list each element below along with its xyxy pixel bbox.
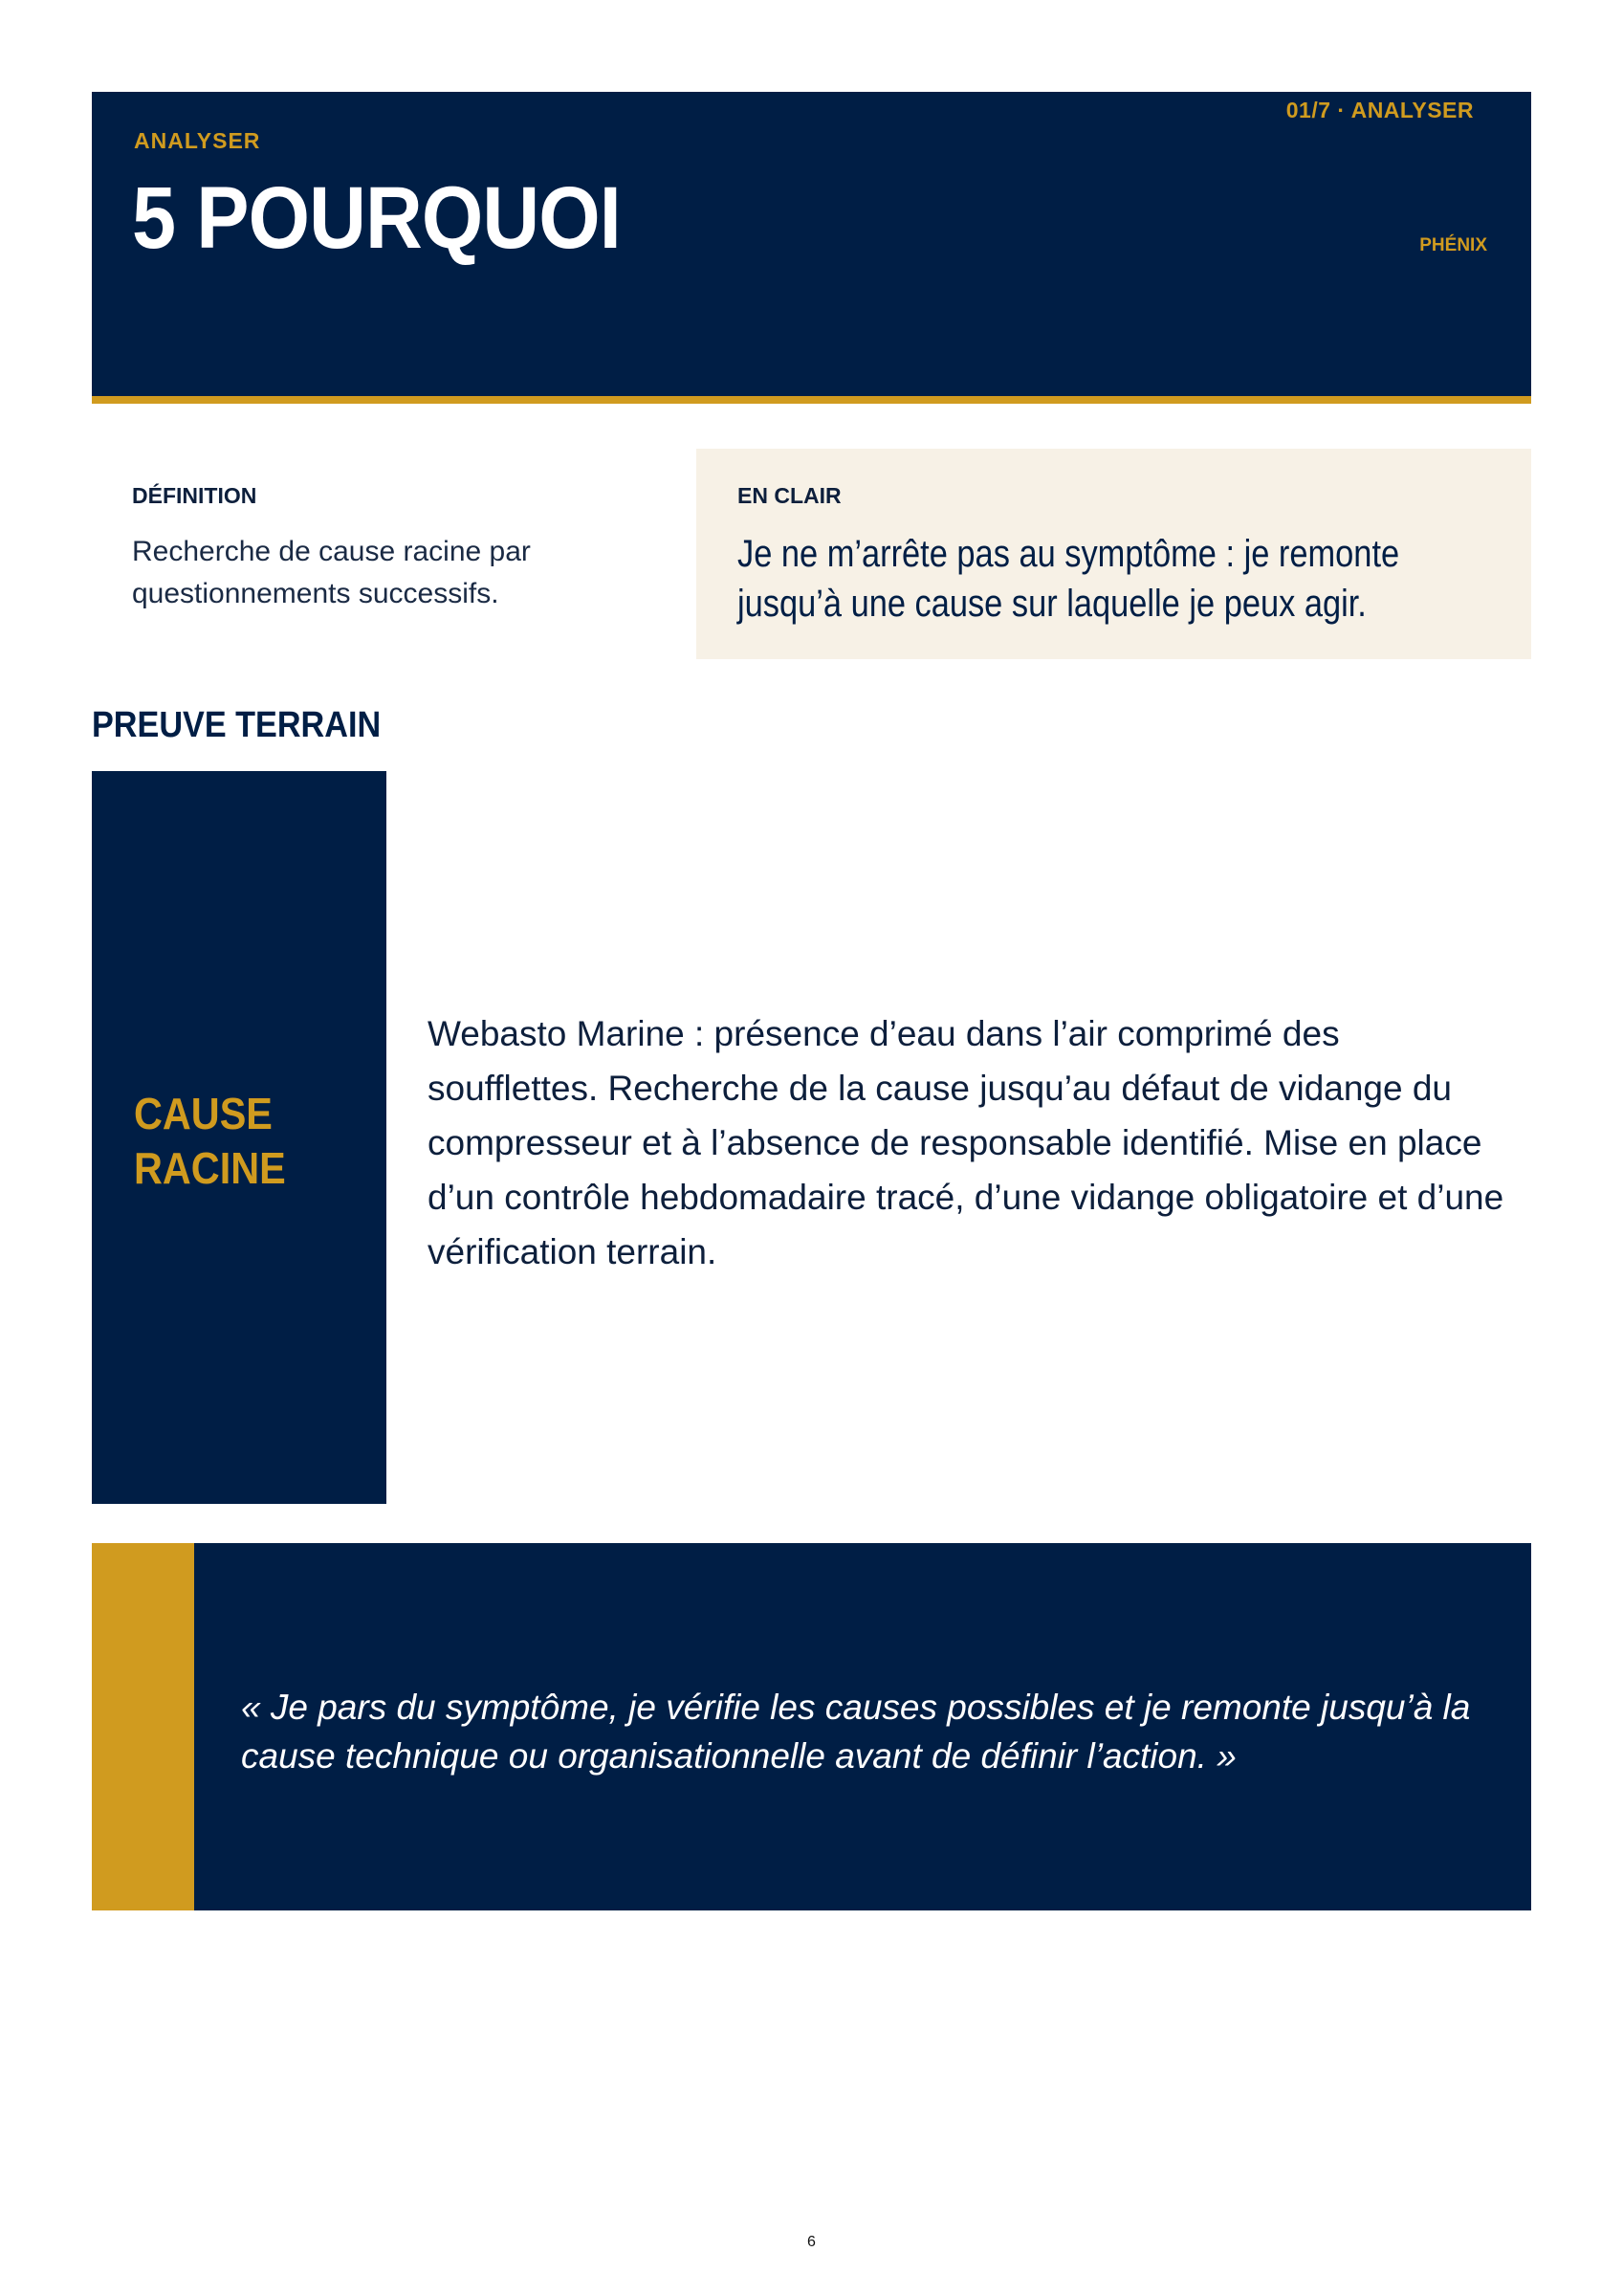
definition-text: Recherche de cause racine par questionnements successifs. <box>132 536 531 609</box>
definition-block <box>92 449 685 659</box>
page-title: 5 POURQUOI <box>132 169 621 267</box>
quote-band <box>92 1543 1531 1910</box>
en-clair-block <box>696 449 1531 659</box>
page-number: 6 <box>807 2234 816 2250</box>
section-kicker: ANALYSER <box>134 128 261 153</box>
proof-text: Webasto Marine : présence d’eau dans l’air comprimé des soufflettes. Recherche de la cause jusqu’au défaut de vidange du compresseur et à l’absence de responsable identifié. Mise en place d’un contrôle hebdomadaire tracé, d’une vidange obligatoire et d’une vérification terrain. <box>428 1014 1504 1271</box>
quote-text: « Je pars du symptôme, je vérifie les causes possibles et je remonte jusqu’à la cause technique ou organisationnelle avant de définir l’action. » <box>241 1688 1471 1776</box>
proof-section-title: PREUVE TERRAIN <box>92 705 382 745</box>
quote-accent-bar <box>92 1543 194 1910</box>
brand-label: PHÉNIX <box>1419 235 1487 255</box>
en-clair-text: Je ne m’arrête pas au symptôme : je remonte jusqu’à une cause sur laquelle je peux agir. <box>737 533 1400 625</box>
page-indicator: 01/7 · ANALYSER <box>1285 98 1474 122</box>
definition-label: DÉFINITION <box>132 483 257 508</box>
header-banner <box>92 92 1531 404</box>
proof-side-label: CAUSE RACINE <box>134 1089 286 1193</box>
proof-side-panel <box>92 771 386 1504</box>
en-clair-label: EN CLAIR <box>737 483 842 508</box>
